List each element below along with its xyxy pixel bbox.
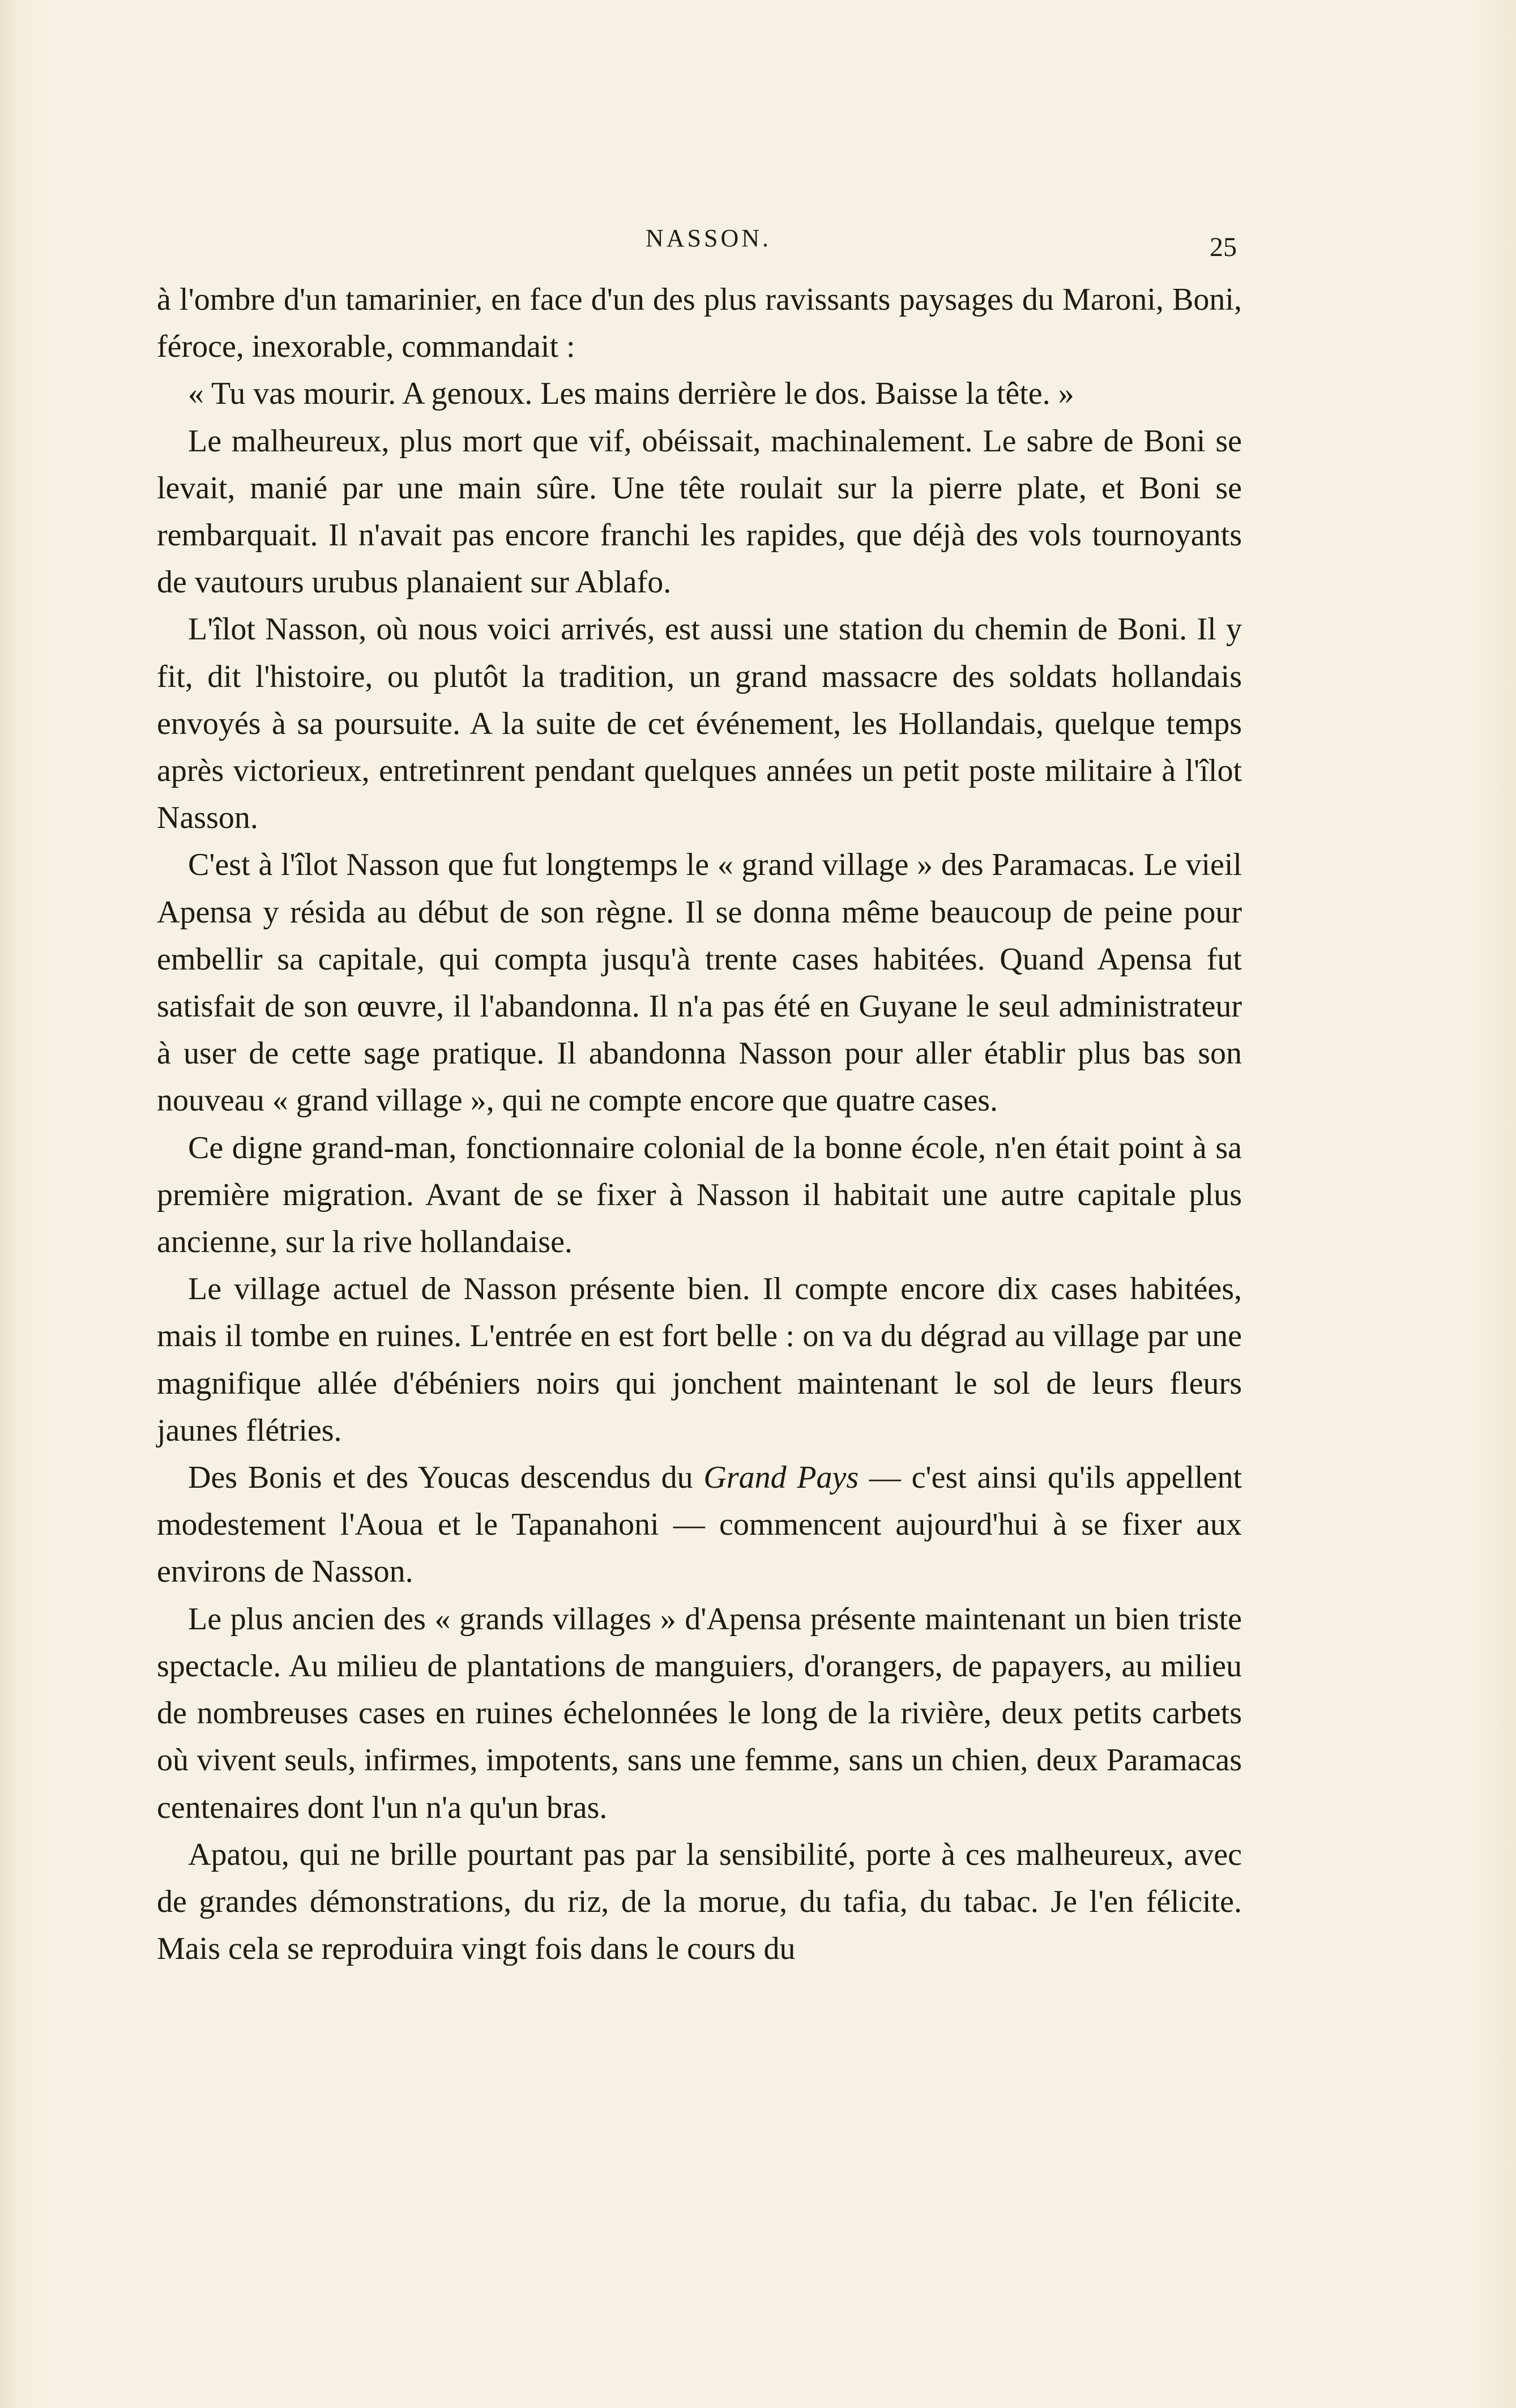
running-title: NASSON. bbox=[646, 224, 772, 252]
text-run: Le village actuel de Nasson présente bien. Il compte encore dix cases habitées, mais il tombe en ruines. L'entrée en est fort belle : on va du dégrad au village par une magnifique allée d'ébéniers noirs qui jonchent maintenant le sol de leurs fleurs jaunes flétries. bbox=[157, 1271, 1242, 1448]
text-run: à l'ombre d'un tamarinier, en face d'un des plus ravissants paysages du Maroni, Boni, féroce, inexorable, commandait : bbox=[157, 282, 1242, 365]
text-run: L'îlot Nasson, où nous voici arrivés, est aussi une station du chemin de Boni. Il y fit, dit l'histoire, ou plutôt la tradition, un grand massacre des soldats hollandais envoyés à sa poursuite. A la suite de cet événement, les Hollandais, quelque temps après victorieux, entretinrent pendant quelques années un petit poste militaire à l'îlot Nasson. bbox=[157, 612, 1242, 836]
paragraph bbox=[157, 1266, 1242, 1454]
paragraph bbox=[157, 418, 1242, 607]
page-header bbox=[0, 224, 1516, 269]
paragraph bbox=[157, 276, 1242, 370]
paragraph bbox=[157, 370, 1242, 417]
text-run: Des Bonis et des Youcas descendus du bbox=[188, 1460, 704, 1496]
text-run: Le plus ancien des « grands villages » d'Apensa présente maintenant un bien triste spectacle. Au milieu de plantations de manguiers, d'orangers, de papayers, au milieu de nombreuses cases en ruines échelonnées le long de la rivière, deux petits carbets où vivent seuls, infirmes, impotents, sans une femme, sans un chien, deux Paramacas centenaires dont l'un n'a qu'un bras. bbox=[157, 1601, 1242, 1825]
text-run: Apatou, qui ne brille pourtant pas par la sensibilité, porte à ces malheureux, avec de grandes démonstrations, du riz, de la morue, du tafia, du tabac. Je l'en félicite. Mais cela se reproduira vingt fois dans le cours du bbox=[157, 1837, 1242, 1967]
page-number: 25 bbox=[1210, 232, 1237, 262]
body-text bbox=[157, 276, 1242, 1972]
paragraph bbox=[157, 1454, 1242, 1596]
text-run: C'est à l'îlot Nasson que fut longtemps le « grand village » des Paramacas. Le vieil Apensa y résida au début de son règne. Il se donna même beaucoup de peine pour embellir sa capitale, qui compta jusqu'à trente cases habitées. Quand Apensa fut satisfait de son œuvre, il l'abandonna. Il n'a pas été en Guyane le seul administrateur à user de cette sage pratique. Il abandonna Nasson pour aller établir plus bas son nouveau « grand village », qui ne compte encore que quatre cases. bbox=[157, 847, 1242, 1118]
text-run: Le malheureux, plus mort que vif, obéissait, machinalement. Le sabre de Boni se levait, manié par une main sûre. Une tête roulait sur la pierre plate, et Boni se rembarquait. Il n'avait pas encore franchi les rapides, que déjà des vols tournoyants de vautours urubus planaient sur Ablafo. bbox=[157, 423, 1242, 600]
paragraph bbox=[157, 606, 1242, 842]
text-run: — c'est ainsi qu'ils appellent modestement l'Aoua et le Tapanahoni — commencent aujourd'hui à se fixer aux environs de Nasson. bbox=[157, 1460, 1242, 1590]
paragraph bbox=[157, 1596, 1242, 1831]
paragraph bbox=[157, 1125, 1242, 1266]
text-run: « Tu vas mourir. A genoux. Les mains derrière le dos. Baisse la tête. » bbox=[188, 376, 1074, 412]
paragraph bbox=[157, 842, 1242, 1124]
italic-text: Grand Pays bbox=[703, 1460, 859, 1496]
paragraph bbox=[157, 1831, 1242, 1973]
text-run: Ce digne grand-man, fonctionnaire colonial de la bonne école, n'en était point à sa première migration. Avant de se fixer à Nasson il habitait une autre capitale plus ancienne, sur la rive hollandaise. bbox=[157, 1130, 1242, 1260]
